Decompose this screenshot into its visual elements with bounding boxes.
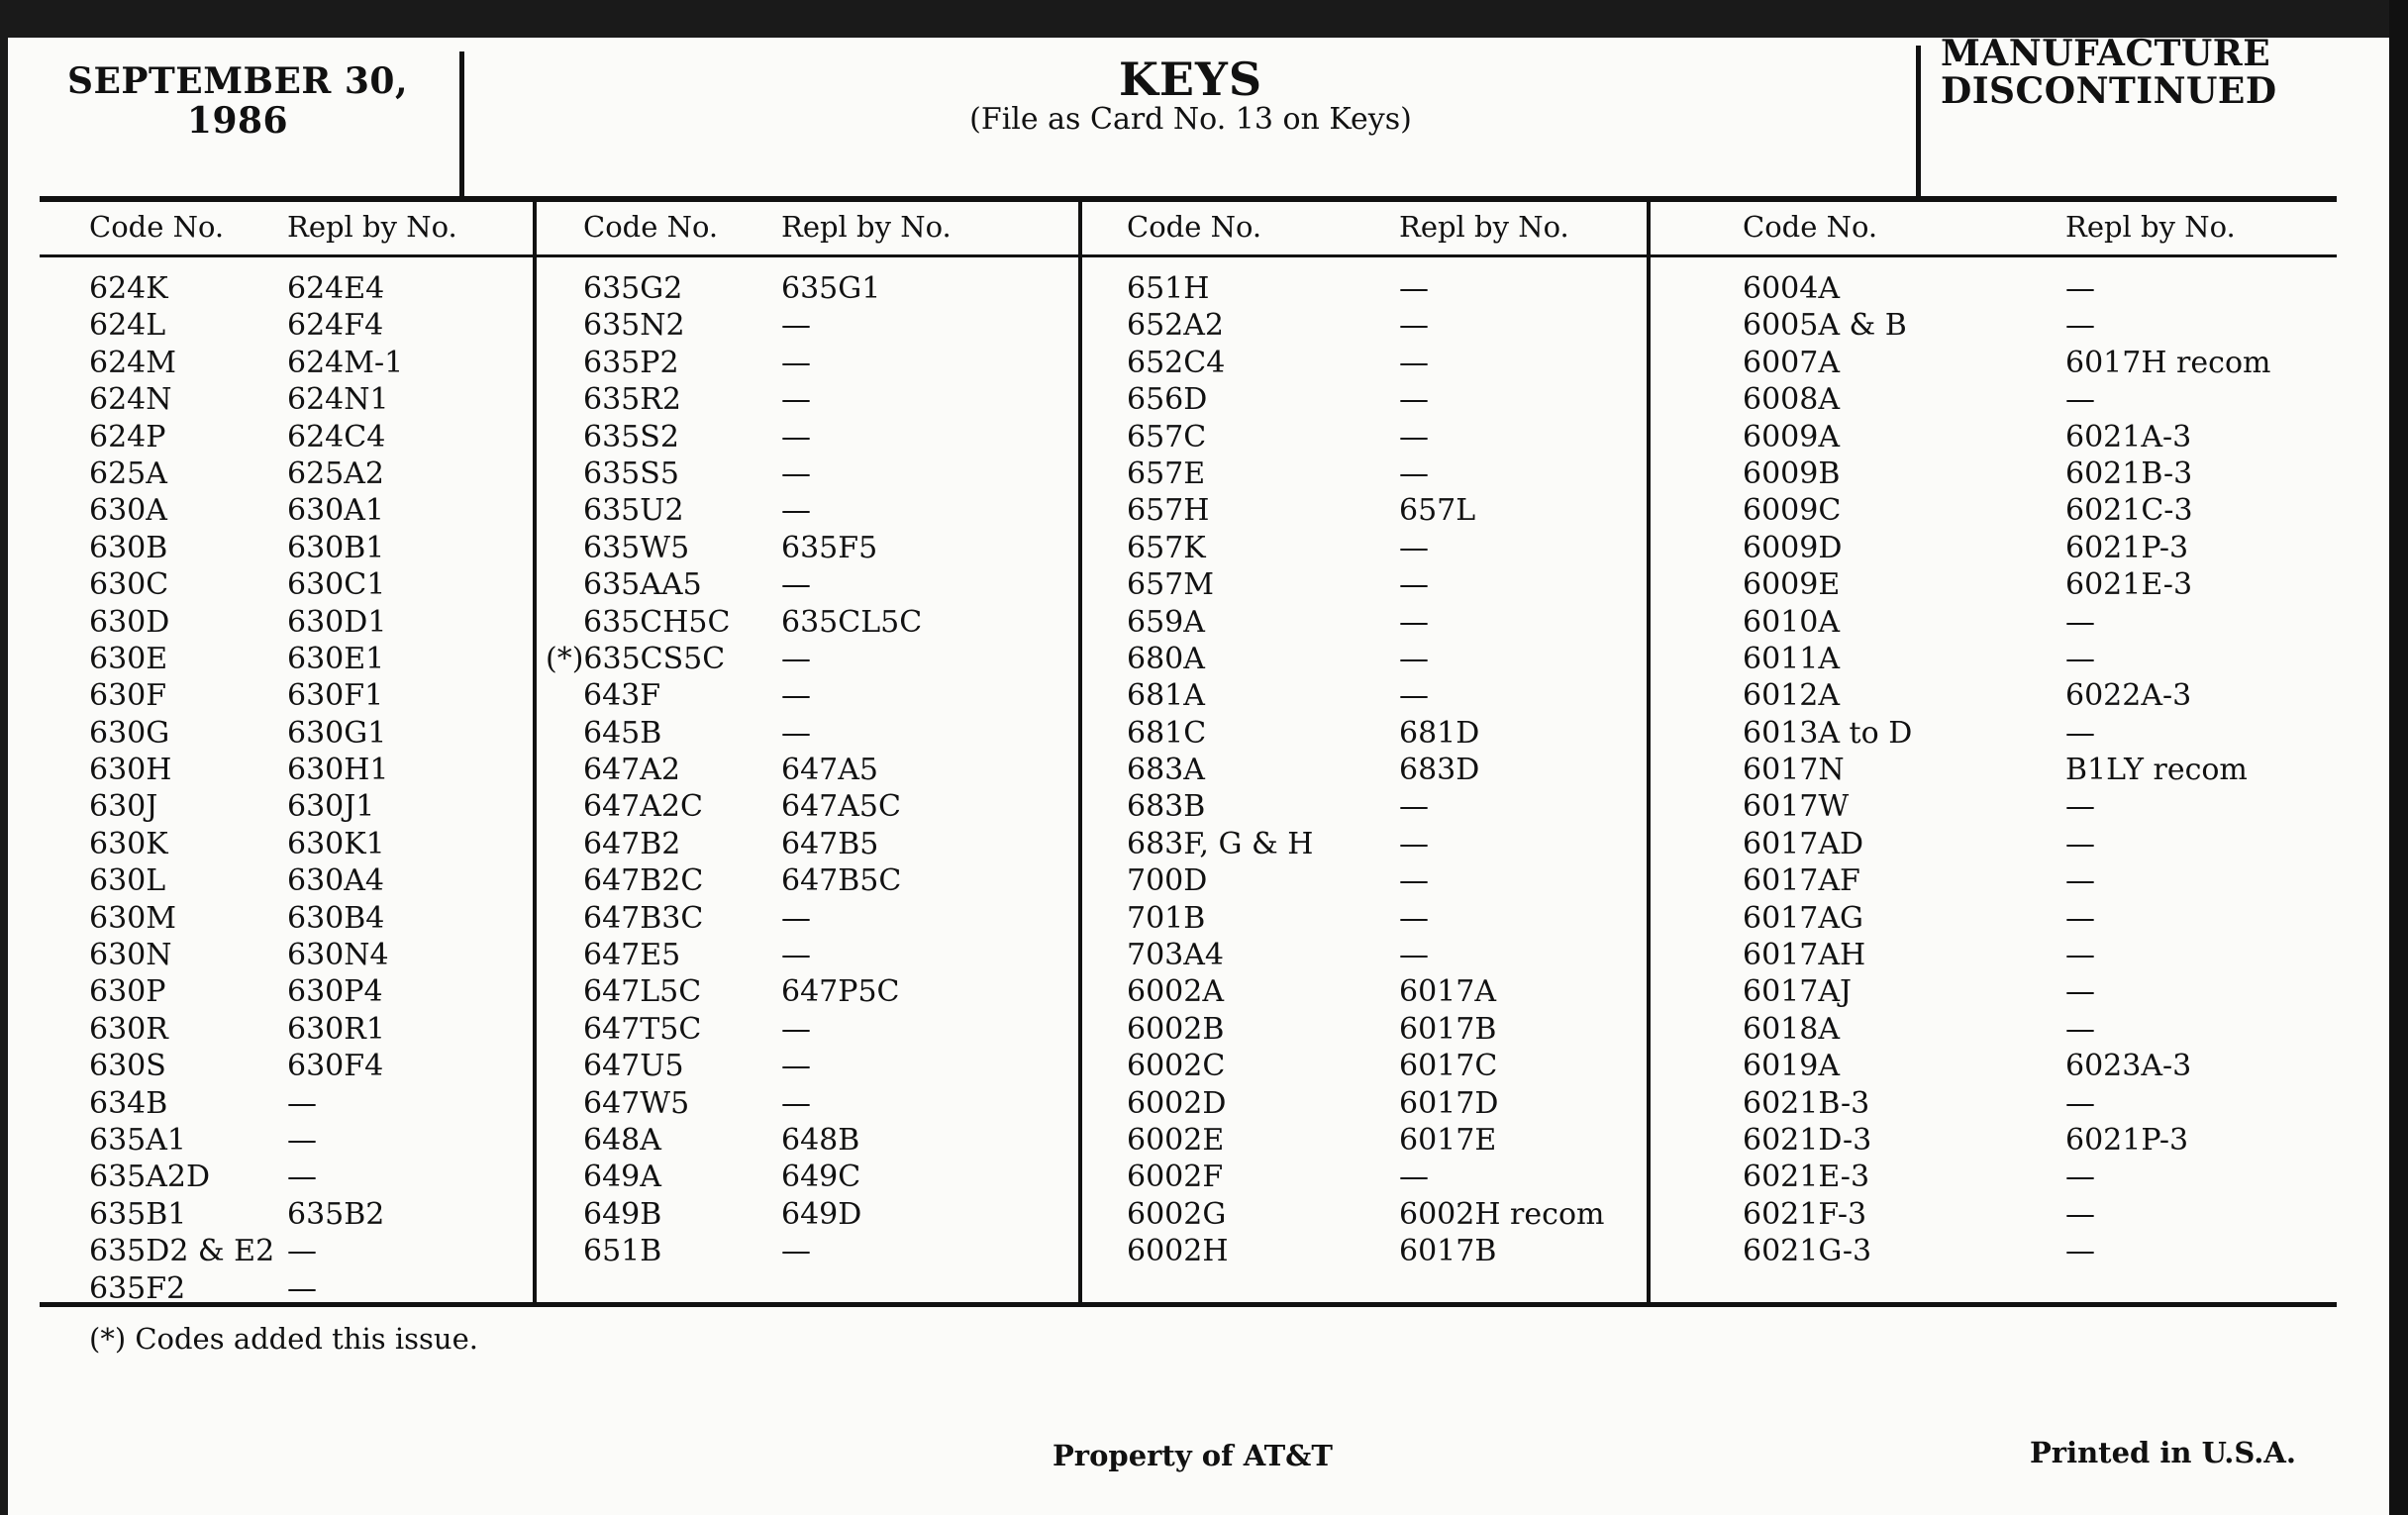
replacement-number: — bbox=[2065, 1160, 2095, 1195]
code-number: 648A bbox=[583, 1122, 661, 1158]
code-number: 651H bbox=[1127, 271, 1210, 306]
replacement-number: 6002H recom bbox=[1399, 1196, 1605, 1232]
code-header: Code No. bbox=[89, 210, 225, 244]
replacement-number: 6017B bbox=[1399, 1011, 1497, 1047]
replacement-number: 630P4 bbox=[287, 974, 383, 1010]
replacement-number: — bbox=[781, 1011, 811, 1047]
replacement-number: 630E1 bbox=[287, 641, 385, 676]
replacement-number: — bbox=[2065, 1234, 2095, 1269]
replacement-number: — bbox=[2065, 974, 2095, 1010]
code-number: 703A4 bbox=[1127, 938, 1225, 973]
code-number: 6009B bbox=[1743, 455, 1841, 491]
code-number: 635CH5C bbox=[583, 604, 731, 640]
code-number: 630P bbox=[89, 974, 166, 1010]
replacement-number: — bbox=[1399, 382, 1429, 418]
replacement-number: 6021P-3 bbox=[2065, 1122, 2189, 1158]
code-number: 625A bbox=[89, 455, 167, 491]
code-number: 683F, G & H bbox=[1127, 826, 1314, 861]
replacement-number: — bbox=[1399, 345, 1429, 380]
code-number: 630F bbox=[89, 678, 167, 714]
replacement-number: 649C bbox=[781, 1160, 861, 1195]
column-divider-1 bbox=[533, 202, 537, 1307]
replacement-number: 647B5 bbox=[781, 826, 879, 861]
repl-header: Repl by No. bbox=[781, 210, 952, 244]
replacement-number: — bbox=[781, 641, 811, 676]
column-header-rule-1 bbox=[40, 254, 535, 257]
code-number: 635N2 bbox=[583, 308, 685, 344]
replacement-number: 624F4 bbox=[287, 308, 384, 344]
replacement-number: — bbox=[781, 567, 811, 603]
code-number: 656D bbox=[1127, 382, 1208, 418]
code-number: 683B bbox=[1127, 789, 1206, 825]
code-number: 6002H bbox=[1127, 1234, 1229, 1269]
code-number: 681C bbox=[1127, 715, 1207, 751]
replacement-number: 630N4 bbox=[287, 938, 389, 973]
replacement-number: 6017A bbox=[1399, 974, 1497, 1010]
replacement-number: 630A1 bbox=[287, 493, 385, 529]
code-number: 681A bbox=[1127, 678, 1205, 714]
replacement-number: 6017D bbox=[1399, 1085, 1499, 1121]
replacement-number: 624M-1 bbox=[287, 345, 404, 380]
code-number: 6005A & B bbox=[1743, 308, 1907, 344]
code-number: 6009C bbox=[1743, 493, 1842, 529]
replacement-number: 630F4 bbox=[287, 1049, 384, 1084]
replacement-number: 647B5C bbox=[781, 863, 902, 899]
replacement-number: — bbox=[1399, 567, 1429, 603]
code-number: 649A bbox=[583, 1160, 661, 1195]
scan-edge bbox=[2389, 0, 2408, 1515]
code-number: 659A bbox=[1127, 604, 1205, 640]
code-number: 643F bbox=[583, 678, 661, 714]
column-header-rule-2 bbox=[535, 254, 2337, 257]
replacement-number: 630A4 bbox=[287, 863, 385, 899]
replacement-number: B1LY recom bbox=[2065, 753, 2248, 788]
replacement-number: 635CL5C bbox=[781, 604, 923, 640]
replacement-number: 630F1 bbox=[287, 678, 384, 714]
replacement-number: 630D1 bbox=[287, 604, 387, 640]
code-number: 635S5 bbox=[583, 455, 679, 491]
column-divider-2 bbox=[1078, 202, 1082, 1307]
table-bottom-rule bbox=[40, 1302, 2337, 1307]
header-divider-left bbox=[459, 51, 464, 200]
replacement-number: — bbox=[781, 308, 811, 344]
column-header bbox=[1127, 208, 1642, 246]
replacement-number: 683D bbox=[1399, 753, 1480, 788]
replacement-number: — bbox=[781, 493, 811, 529]
replacement-number: — bbox=[2065, 1011, 2095, 1047]
code-number: 635G2 bbox=[583, 271, 683, 306]
code-number: 6021E-3 bbox=[1743, 1160, 1870, 1195]
replacement-number: — bbox=[2065, 1196, 2095, 1232]
issue-date-line1: SEPTEMBER 30, bbox=[66, 60, 409, 102]
code-number: 630L bbox=[89, 863, 166, 899]
replacement-number: — bbox=[781, 419, 811, 454]
code-number: 6009D bbox=[1743, 530, 1843, 565]
replacement-number: — bbox=[781, 345, 811, 380]
replacement-number: — bbox=[2065, 715, 2095, 751]
replacement-number: — bbox=[287, 1085, 317, 1121]
replacement-number: 6021A-3 bbox=[2065, 419, 2192, 454]
page-title: KEYS bbox=[1118, 52, 1263, 106]
status-line2: DISCONTINUED bbox=[1941, 70, 2277, 112]
replacement-number: 635F5 bbox=[781, 530, 878, 565]
replacement-number: 635B2 bbox=[287, 1196, 385, 1232]
replacement-number: — bbox=[2065, 863, 2095, 899]
code-number: 6017AD bbox=[1743, 826, 1864, 861]
code-number: 657M bbox=[1127, 567, 1214, 603]
code-number: 635S2 bbox=[583, 419, 679, 454]
code-number: 657E bbox=[1127, 455, 1206, 491]
replacement-number: — bbox=[2065, 382, 2095, 418]
code-number: 657K bbox=[1127, 530, 1206, 565]
header-divider-right bbox=[1916, 46, 1921, 196]
replacement-number: 635G1 bbox=[781, 271, 881, 306]
replacement-number: — bbox=[1399, 419, 1429, 454]
code-header: Code No. bbox=[1743, 210, 1878, 244]
issue-date bbox=[30, 61, 446, 141]
code-number: 6017N bbox=[1743, 753, 1845, 788]
code-number: 6002C bbox=[1127, 1049, 1226, 1084]
code-number: 630H bbox=[89, 753, 172, 788]
replacement-number: 648B bbox=[781, 1122, 860, 1158]
replacement-number: — bbox=[2065, 641, 2095, 676]
code-number: 630S bbox=[89, 1049, 166, 1084]
code-number: 6002E bbox=[1127, 1122, 1225, 1158]
replacement-number: 630R1 bbox=[287, 1011, 385, 1047]
replacement-number: — bbox=[781, 678, 811, 714]
table-column-3 bbox=[1127, 208, 1642, 1269]
replacement-number: — bbox=[1399, 900, 1429, 936]
code-number: 6017W bbox=[1743, 789, 1850, 825]
code-number: 630G bbox=[89, 715, 170, 751]
header-rule bbox=[40, 196, 2337, 202]
replacement-number: 6021B-3 bbox=[2065, 455, 2193, 491]
code-number: 624N bbox=[89, 382, 172, 418]
replacement-number: — bbox=[781, 1234, 811, 1269]
code-header: Code No. bbox=[1127, 210, 1262, 244]
replacement-number: — bbox=[2065, 789, 2095, 825]
replacement-number: 6017E bbox=[1399, 1122, 1497, 1158]
code-number: 647T5C bbox=[583, 1011, 702, 1047]
replacement-number: 630G1 bbox=[287, 715, 387, 751]
code-number: 6009E bbox=[1743, 567, 1841, 603]
code-number: 635AA5 bbox=[583, 567, 702, 603]
replacement-number: — bbox=[1399, 271, 1429, 306]
replacement-number: — bbox=[1399, 641, 1429, 676]
code-number: 6017AF bbox=[1743, 863, 1860, 899]
code-number: 6002A bbox=[1127, 974, 1225, 1010]
replacement-number: 649D bbox=[781, 1196, 862, 1232]
replacement-number: — bbox=[2065, 604, 2095, 640]
code-number: 630D bbox=[89, 604, 170, 640]
replacement-number: — bbox=[781, 1085, 811, 1121]
replacement-number: 630C1 bbox=[287, 567, 386, 603]
code-number: 624P bbox=[89, 419, 166, 454]
code-number: 645B bbox=[583, 715, 662, 751]
replacement-number: 6021P-3 bbox=[2065, 530, 2189, 565]
replacement-number: — bbox=[2065, 271, 2095, 306]
code-number: 647B2C bbox=[583, 863, 704, 899]
code-number: 649B bbox=[583, 1196, 662, 1232]
replacement-number: 6017B bbox=[1399, 1234, 1497, 1269]
column-header bbox=[89, 208, 525, 246]
replacement-number: 630J1 bbox=[287, 789, 375, 825]
code-number: 6017AH bbox=[1743, 938, 1866, 973]
replacement-number: 6017C bbox=[1399, 1049, 1498, 1084]
code-number: 630N bbox=[89, 938, 172, 973]
code-number: 6002G bbox=[1127, 1196, 1227, 1232]
replacement-number: — bbox=[2065, 826, 2095, 861]
replacement-number: — bbox=[287, 1122, 317, 1158]
code-number: 624L bbox=[89, 308, 166, 344]
code-number: 6012A bbox=[1743, 678, 1841, 714]
replacement-number: — bbox=[287, 1160, 317, 1195]
replacement-number: — bbox=[781, 715, 811, 751]
repl-header: Repl by No. bbox=[1399, 210, 1569, 244]
replacement-number: 681D bbox=[1399, 715, 1480, 751]
replacement-number: 647P5C bbox=[781, 974, 900, 1010]
code-number: 635U2 bbox=[583, 493, 684, 529]
replacement-number: — bbox=[1399, 455, 1429, 491]
replacement-number: 630B1 bbox=[287, 530, 385, 565]
code-number: 647U5 bbox=[583, 1049, 684, 1084]
code-number: 635D2 & E2 bbox=[89, 1234, 275, 1269]
code-number: 6002F bbox=[1127, 1160, 1224, 1195]
code-number: 683A bbox=[1127, 753, 1205, 788]
table-column-4 bbox=[1743, 208, 2337, 1269]
replacement-number: — bbox=[781, 900, 811, 936]
code-number: 647A2C bbox=[583, 789, 703, 825]
replacement-number: — bbox=[1399, 826, 1429, 861]
code-number: 630C bbox=[89, 567, 169, 603]
code-number: 657C bbox=[1127, 419, 1207, 454]
replacement-number: 624E4 bbox=[287, 271, 385, 306]
column-header bbox=[1743, 208, 2337, 246]
code-number: 647L5C bbox=[583, 974, 702, 1010]
code-number: 6004A bbox=[1743, 271, 1841, 306]
code-number: 6011A bbox=[1743, 641, 1841, 676]
code-number: 652C4 bbox=[1127, 345, 1226, 380]
code-number: 630R bbox=[89, 1011, 168, 1047]
code-number: 624M bbox=[89, 345, 176, 380]
replacement-number: — bbox=[287, 1234, 317, 1269]
code-number: 635A1 bbox=[89, 1122, 187, 1158]
code-number: 647W5 bbox=[583, 1085, 690, 1121]
replacement-number: 624N1 bbox=[287, 382, 389, 418]
property-notice: Property of AT&T bbox=[1053, 1439, 1333, 1472]
code-number: 652A2 bbox=[1127, 308, 1225, 344]
status-line1: MANUFACTURE bbox=[1941, 33, 2271, 74]
replacement-number: — bbox=[1399, 308, 1429, 344]
code-number: 680A bbox=[1127, 641, 1205, 676]
code-number: 624K bbox=[89, 271, 168, 306]
code-number: 6019A bbox=[1743, 1049, 1841, 1084]
code-number: 647B2 bbox=[583, 826, 681, 861]
code-number: 6002D bbox=[1127, 1085, 1227, 1121]
replacement-number: — bbox=[781, 1049, 811, 1084]
printed-notice: Printed in U.S.A. bbox=[2030, 1436, 2296, 1469]
table-column-1 bbox=[89, 208, 525, 1306]
replacement-number: 6023A-3 bbox=[2065, 1049, 2192, 1084]
code-number: 6021B-3 bbox=[1743, 1085, 1870, 1121]
replacement-number: — bbox=[1399, 938, 1429, 973]
replacement-number: — bbox=[781, 455, 811, 491]
code-number: 6018A bbox=[1743, 1011, 1841, 1047]
replacement-number: — bbox=[2065, 900, 2095, 936]
status-label bbox=[1941, 35, 2357, 110]
replacement-number: 647A5 bbox=[781, 753, 879, 788]
code-number: 651B bbox=[583, 1234, 662, 1269]
code-number: 647B3C bbox=[583, 900, 704, 936]
code-number: 6017AG bbox=[1743, 900, 1863, 936]
code-number: 701B bbox=[1127, 900, 1206, 936]
code-number: 630A bbox=[89, 493, 167, 529]
replacement-number: 657L bbox=[1399, 493, 1476, 529]
code-number: 6010A bbox=[1743, 604, 1841, 640]
code-number: 630E bbox=[89, 641, 168, 676]
replacement-number: 6022A-3 bbox=[2065, 678, 2192, 714]
code-number: 6021G-3 bbox=[1743, 1234, 1872, 1269]
code-number: 6009A bbox=[1743, 419, 1841, 454]
replacement-number: — bbox=[2065, 1085, 2095, 1121]
code-number: 635W5 bbox=[583, 530, 690, 565]
footnote: (*) Codes added this issue. bbox=[89, 1322, 478, 1356]
replacement-number: — bbox=[2065, 938, 2095, 973]
replacement-number: 630K1 bbox=[287, 826, 385, 861]
replacement-number: — bbox=[781, 382, 811, 418]
table-column-2 bbox=[546, 208, 1070, 1269]
code-number: 634B bbox=[89, 1085, 168, 1121]
replacement-number: 6021C-3 bbox=[2065, 493, 2193, 529]
replacement-number: — bbox=[781, 938, 811, 973]
code-number: 630B bbox=[89, 530, 168, 565]
code-number: 6008A bbox=[1743, 382, 1841, 418]
replacement-number: 6017H recom bbox=[2065, 345, 2271, 380]
code-header: Code No. bbox=[583, 210, 719, 244]
repl-header: Repl by No. bbox=[287, 210, 457, 244]
replacement-number: — bbox=[1399, 604, 1429, 640]
code-number: 635B1 bbox=[89, 1196, 187, 1232]
replacement-number: — bbox=[1399, 863, 1429, 899]
replacement-number: — bbox=[2065, 308, 2095, 344]
code-number: 6007A bbox=[1743, 345, 1841, 380]
code-number: 647E5 bbox=[583, 938, 681, 973]
column-header bbox=[546, 208, 1070, 246]
replacement-number: 630B4 bbox=[287, 900, 385, 936]
code-number: 6017AJ bbox=[1743, 974, 1853, 1010]
repl-header: Repl by No. bbox=[2065, 210, 2236, 244]
code-number: 657H bbox=[1127, 493, 1210, 529]
code-number: 700D bbox=[1127, 863, 1208, 899]
issue-date-line2: 1986 bbox=[186, 100, 289, 142]
code-number: 630M bbox=[89, 900, 176, 936]
replacement-number: — bbox=[1399, 789, 1429, 825]
code-number: 635R2 bbox=[583, 382, 681, 418]
code-number: 6021F-3 bbox=[1743, 1196, 1867, 1232]
replacement-number: — bbox=[1399, 530, 1429, 565]
replacement-number: 630H1 bbox=[287, 753, 389, 788]
code-number: 6013A to D bbox=[1743, 715, 1913, 751]
replacement-number: — bbox=[287, 1270, 317, 1306]
code-number: 630J bbox=[89, 789, 158, 825]
replacement-number: — bbox=[1399, 678, 1429, 714]
replacement-number: 647A5C bbox=[781, 789, 901, 825]
code-number: 647A2 bbox=[583, 753, 681, 788]
page-subtitle: (File as Card No. 13 on Keys) bbox=[969, 102, 1412, 137]
column-divider-3 bbox=[1647, 202, 1651, 1307]
code-number: 635A2D bbox=[89, 1160, 211, 1195]
replacement-number: 625A2 bbox=[287, 455, 385, 491]
code-number: 6021D-3 bbox=[1743, 1122, 1872, 1158]
code-number: 6002B bbox=[1127, 1011, 1225, 1047]
replacement-number: 6021E-3 bbox=[2065, 567, 2193, 603]
code-number: (*)635CS5C bbox=[546, 641, 726, 676]
code-number: 630K bbox=[89, 826, 168, 861]
code-number: 635P2 bbox=[583, 345, 679, 380]
replacement-number: 624C4 bbox=[287, 419, 386, 454]
code-number: 635F2 bbox=[89, 1270, 186, 1306]
replacement-number: — bbox=[1399, 1160, 1429, 1195]
